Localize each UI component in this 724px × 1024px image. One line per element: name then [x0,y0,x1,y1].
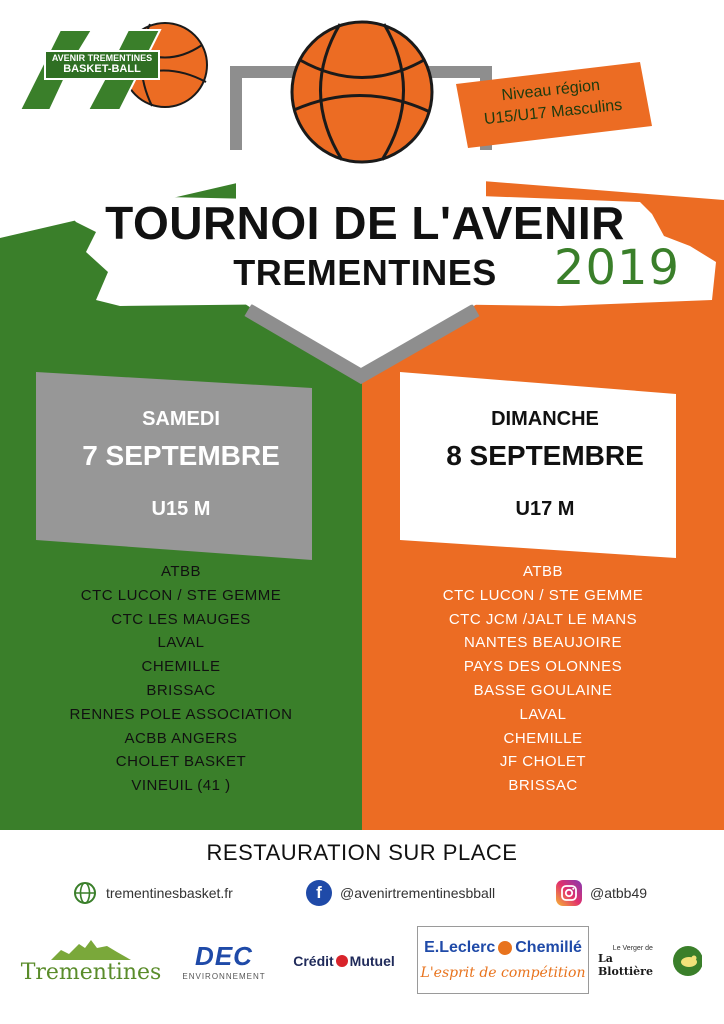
list-item: BRISSAC [146,681,216,699]
list-item: NANTES BEAUJOIRE [463,634,623,652]
globe-icon [72,880,98,906]
list-item: CTC LUCON / STE GEMME [442,586,644,604]
title-year: 2019 [553,240,681,296]
list-item: ACBB ANGERS [124,729,238,747]
verger-top: Le Verger de [612,944,653,952]
club-logo-line1: AVENIR TREMENTINES [51,53,153,63]
sponsor-credit-mutuel-icon [336,955,348,967]
list-item: RENNES POLE ASSOCIATION [69,705,293,723]
list-item: CHOLET BASKET [115,753,247,771]
sponsor-credit-mutuel [282,926,406,996]
level-badge-line2: U15/U17 Masculins [483,96,623,129]
list-item: CHEMILLE [503,729,583,747]
verger-text [598,945,668,978]
saturday-team-list [0,560,362,798]
list-item: LAVAL [519,705,567,723]
facebook-contact[interactable] [306,878,495,908]
saturday-date: 7 SEPTEMBRE [82,440,280,471]
sunday-date: 8 SEPTEMBRE [446,440,644,471]
sponsor-verger [598,926,702,996]
title-line1: TOURNOI DE L'AVENIR [105,197,625,249]
list-item: CTC JCM /JALT LE MANS [448,610,638,628]
village-icon [51,938,131,960]
sponsor-dec-name: DEC [195,941,253,971]
leclerc-logo-icon [498,941,512,955]
list-item: CHEMILLE [141,658,221,676]
instagram-icon [556,880,582,906]
leclerc-brand-row [424,939,582,957]
list-item: VINEUIL (41 ) [131,777,231,795]
list-item: BASSE GOULAINE [473,681,613,699]
bird-icon [672,945,702,977]
list-item: JF CHOLET [499,753,587,771]
facebook-text: @avenirtrementinesbball [340,885,496,901]
level-badge-line1: Niveau région [500,76,601,105]
instagram-contact[interactable] [556,878,647,908]
list-item: ATBB [160,563,202,580]
club-logo-line2: BASKET-BALL [63,63,141,75]
instagram-text: @atbb49 [590,885,648,901]
sponsor-trementines [20,926,162,996]
sponsor-dec-sub: ENVIRONNEMENT [182,972,266,981]
sunday-team-list [362,560,724,798]
title-line2: TREMENTINES [233,252,497,293]
white-wedge-right [470,150,724,200]
leclerc-slogan: L'esprit de compétition [420,965,586,981]
leclerc-brand: E.Leclerc [424,939,496,956]
sponsor-credit-part2: Mutuel [349,953,395,969]
leclerc-city: Chemillé [515,939,582,956]
saturday-category: U15 M [151,498,211,520]
website-contact[interactable] [72,878,233,908]
verger-name: La Blottière [598,951,653,978]
restauration-text: RESTAURATION SUR PLACE [206,840,518,865]
sponsor-credit-part1: Crédit [293,953,334,969]
sponsor-trementines-text: Trementines [20,959,162,985]
sunday-category: U17 M [515,498,575,520]
saturday-day: SAMEDI [142,408,220,430]
sponsor-leclerc [417,926,589,994]
list-item: LAVAL [157,634,205,652]
list-item: CTC LUCON / STE GEMME [80,586,282,604]
list-item: ATBB [522,563,564,580]
sponsor-dec [178,926,270,996]
list-item: BRISSAC [508,777,578,795]
basketball-icon [292,22,432,162]
list-item: CTC LES MAUGES [111,610,251,628]
facebook-icon: f [306,880,332,906]
website-text: trementinesbasket.fr [106,885,233,901]
list-item: PAYS DES OLONNES [463,658,623,676]
sunday-day: DIMANCHE [491,408,599,430]
club-logo-text [48,53,156,75]
